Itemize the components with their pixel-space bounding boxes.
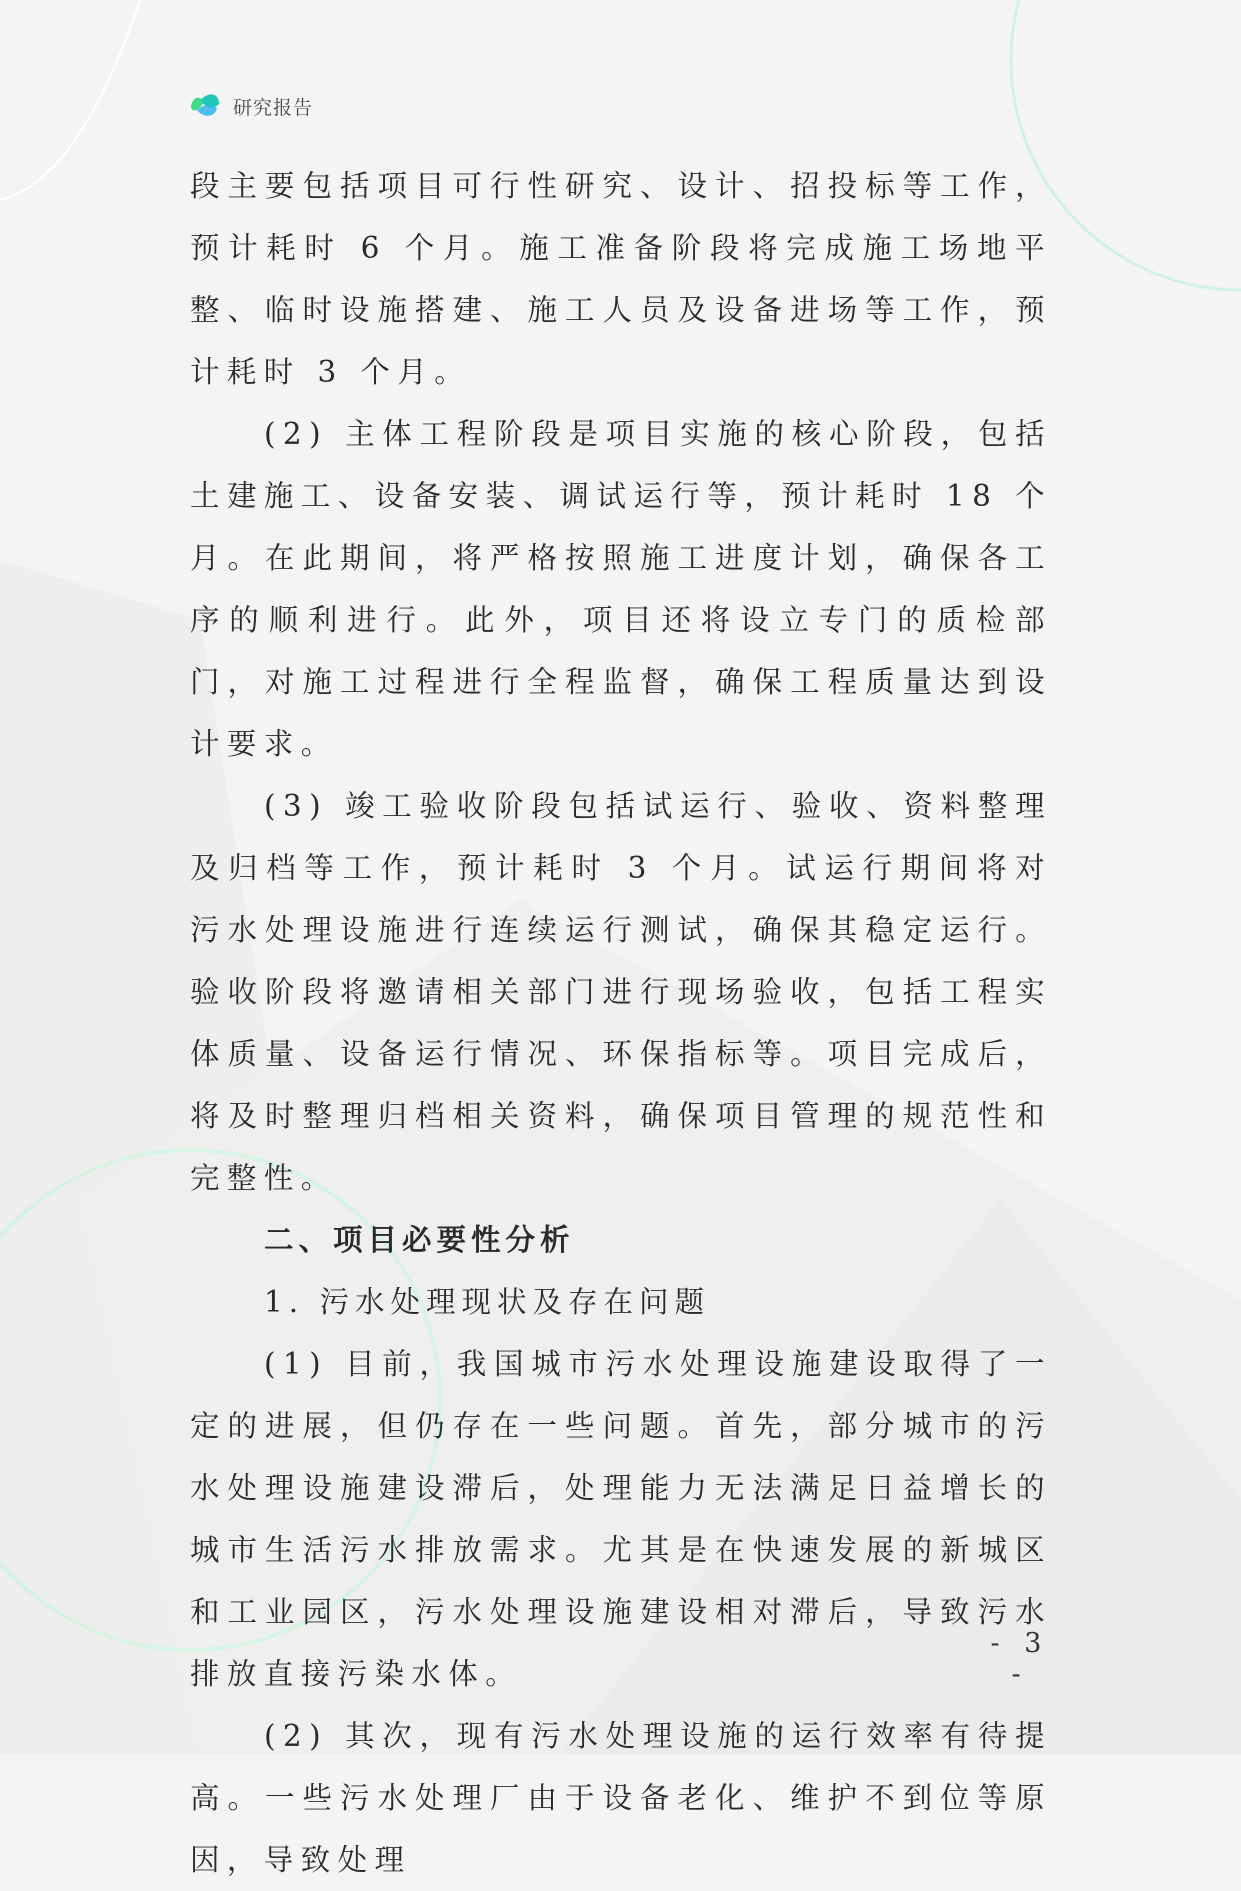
page-number: - 3 -: [990, 1628, 1050, 1690]
paragraph: (2) 主体工程阶段是项目实施的核心阶段，包括土建施工、设备安装、调试运行等，预计耗时 18 个月。在此期间，将严格按照施工进度计划，确保各工序的顺利进行。此外，项目还将设立专门的质检部门，对施工过程进行全程监督，确保工程质量达到设计要求。: [190, 417, 1052, 761]
brand-leaf-logo: [187, 88, 223, 124]
header-title: 研究报告: [233, 96, 314, 119]
paragraph: (3) 竣工验收阶段包括试运行、验收、资料整理及归档等工作，预计耗时 3 个月。试运行期间将对污水处理设施进行连续运行测试，确保其稳定运行。验收阶段将邀请相关部门进行现场验收，包括工程实体质量、设备运行情况、环保指标等。项目完成后，将及时整理归档相关资料，确保项目管理的规范性和完整性。: [190, 789, 1052, 1195]
paragraph: (1) 目前，我国城市污水处理设施建设取得了一定的进展，但仍存在一些问题。首先，部分城市的污水处理设施建设滞后，处理能力无法满足日益增长的城市生活污水排放需求。尤其是在快速发展的新城区和工业园区，污水处理设施建设相对滞后，导致污水排放直接污染水体。: [190, 1347, 1052, 1691]
paragraph: (2) 其次，现有污水处理设施的运行效率有待提高。一些污水处理厂由于设备老化、维护不到位等原因，导致处理: [190, 1719, 1052, 1877]
subsection-heading: 1. 污水处理现状及存在问题: [264, 1285, 711, 1319]
document-body: [190, 155, 1052, 1891]
section-heading: 二、项目必要性分析: [264, 1223, 575, 1257]
paragraph: 段主要包括项目可行性研究、设计、招投标等工作，预计耗时 6 个月。施工准备阶段将完成施工场地平整、临时设施搭建、施工人员及设备进场等工作，预计耗时 3 个月。: [190, 169, 1052, 389]
document-header: [187, 88, 313, 124]
